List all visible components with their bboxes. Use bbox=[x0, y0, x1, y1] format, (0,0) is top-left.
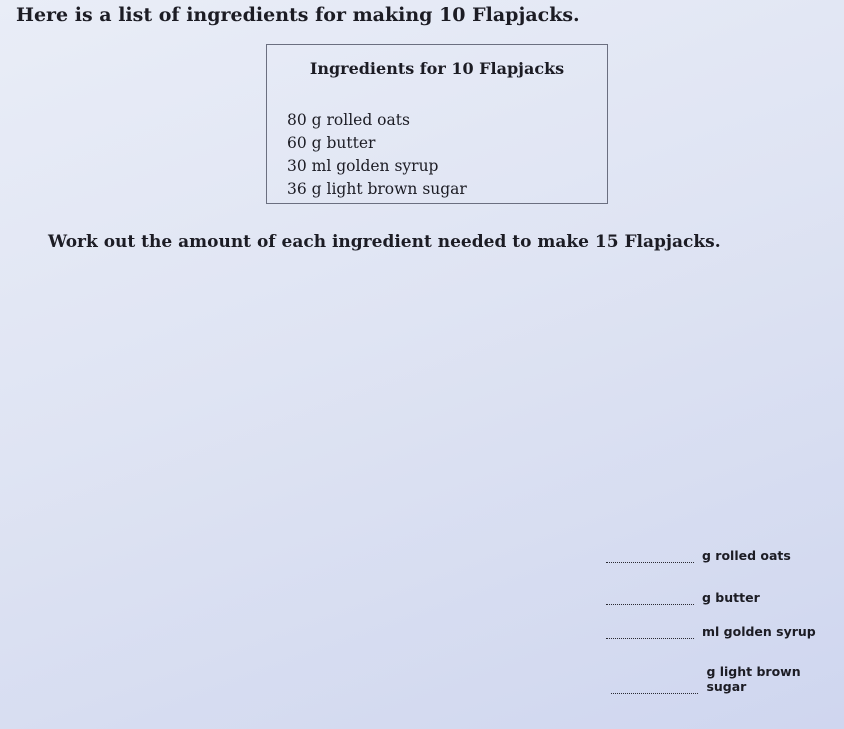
answer-blank-butter[interactable] bbox=[606, 590, 694, 605]
answer-unit-label: g rolled oats bbox=[702, 548, 791, 563]
answer-row-butter bbox=[606, 590, 760, 605]
answer-blank-light-brown-sugar[interactable] bbox=[611, 679, 698, 694]
ingredient-item: 60 g butter bbox=[287, 134, 376, 152]
answer-unit-label: ml golden syrup bbox=[702, 624, 816, 639]
intro-text: Here is a list of ingredients for making 10 Flapjacks. bbox=[16, 4, 580, 26]
ingredients-list bbox=[287, 109, 467, 201]
ingredient-item: 30 ml golden syrup bbox=[287, 157, 439, 175]
answer-blank-rolled-oats[interactable] bbox=[606, 548, 694, 563]
answer-blank-golden-syrup[interactable] bbox=[606, 624, 694, 639]
answer-row-golden-syrup bbox=[606, 624, 816, 639]
ingredient-item: 80 g rolled oats bbox=[287, 111, 410, 129]
question-text: Work out the amount of each ingredient needed to make 15 Flapjacks. bbox=[48, 232, 721, 252]
answer-unit-label: g light brown sugar bbox=[706, 664, 801, 694]
answer-row-light-brown-sugar bbox=[611, 664, 844, 694]
answer-row-rolled-oats bbox=[606, 548, 791, 563]
ingredient-item: 36 g light brown sugar bbox=[287, 180, 467, 198]
answer-unit-label: g butter bbox=[702, 590, 760, 605]
ingredients-box-title: Ingredients for 10 Flapjacks bbox=[309, 59, 565, 78]
ingredients-box bbox=[266, 44, 608, 204]
